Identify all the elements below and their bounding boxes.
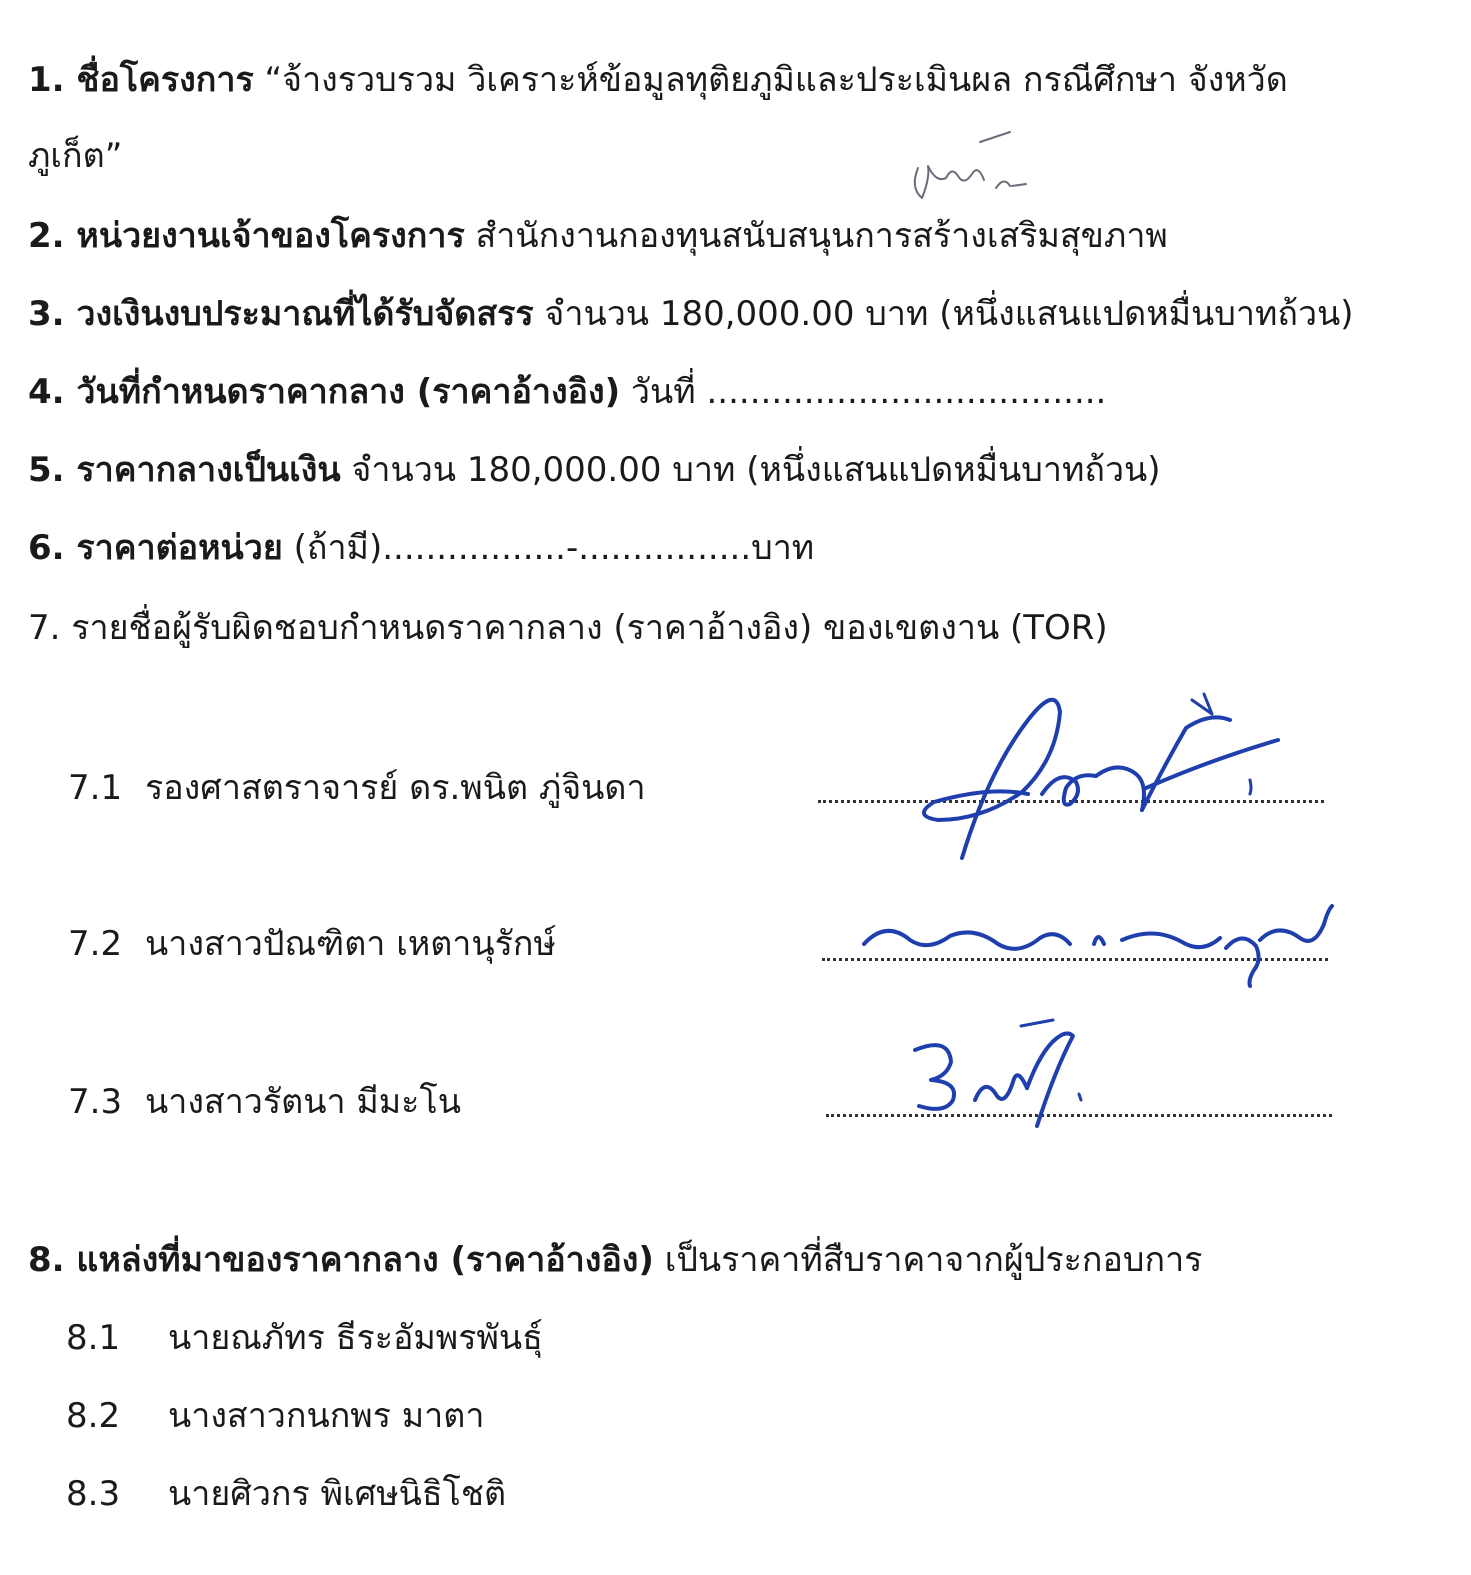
section-7-label: 7. รายชื่อผู้รับผิดชอบกำหนดราคากลาง (ราคาอ้างอิง) ของเขตงาน (TOR)	[28, 608, 1108, 648]
item-8-1-name: นายณภัทร ธีระอัมพรพันธุ์	[168, 1318, 543, 1358]
item-8-2-number: 8.2	[66, 1396, 121, 1436]
signature-7-2	[858, 900, 1338, 995]
item-8-3-number: 8.3	[66, 1474, 121, 1514]
section-8-text: เป็นราคาที่สืบราคาจากผู้ประกอบการ	[653, 1240, 1203, 1280]
section-2-text: สำนักงานกองทุนสนับสนุนการสร้างเสริมสุขภาพ	[464, 216, 1168, 256]
section-2-label: 2. หน่วยงานเจ้าของโครงการ	[28, 216, 465, 256]
section-6-label: 6. ราคาต่อหน่วย	[28, 528, 283, 568]
item-8-2-name: นางสาวกนกพร มาตา	[168, 1396, 485, 1436]
section-5-text: จำนวน 180,000.00 บาท (หนึ่งแสนแปดหมื่นบาทถ้วน)	[340, 450, 1161, 490]
item-7-3-number: 7.3	[68, 1082, 123, 1122]
section-8-label: 8. แหล่งที่มาของราคากลาง (ราคาอ้างอิง)	[28, 1240, 654, 1280]
section-3-text: จำนวน 180,000.00 บาท (หนึ่งแสนแปดหมื่นบาทถ้วน)	[533, 294, 1354, 334]
item-7-2-name: นางสาวปัณฑิตา เหตานุรักษ์	[145, 924, 556, 964]
section-1-line	[28, 58, 1288, 102]
signature-7-1	[910, 690, 1290, 865]
section-6-text: (ถ้ามี).................-................บาท	[282, 528, 815, 568]
section-5-label: 5. ราคากลางเป็นเงิน	[28, 450, 341, 490]
section-4-line	[28, 370, 1106, 414]
section-3-line	[28, 292, 1354, 336]
item-7-3-name: นางสาวรัตนา มีมะโน	[145, 1082, 461, 1122]
item-7-2-number: 7.2	[68, 924, 123, 964]
item-8-3-name: นายศิวกร พิเศษนิธิโชติ	[168, 1474, 507, 1514]
section-3-label: 3. วงเงินงบประมาณที่ได้รับจัดสรร	[28, 294, 534, 334]
section-5-line	[28, 448, 1161, 492]
signature-7-3	[905, 1010, 1095, 1135]
section-2-line	[28, 214, 1168, 258]
section-8-line	[28, 1238, 1202, 1282]
initial-mark	[900, 128, 1040, 208]
section-6-line	[28, 526, 814, 570]
section-1-continuation: ภูเก็ต”	[28, 136, 123, 176]
item-7-1-name: รองศาสตราจารย์ ดร.พนิต ภู่จินดา	[145, 768, 646, 808]
section-7-line	[28, 606, 1108, 650]
item-7-1-number: 7.1	[68, 768, 123, 808]
section-1-label: 1. ชื่อโครงการ	[28, 60, 254, 100]
section-4-label: 4. วันที่กำหนดราคากลาง (ราคาอ้างอิง)	[28, 372, 621, 412]
section-1-text: “จ้างรวบรวม วิเคราะห์ข้อมูลทุติยภูมิและประเมินผล กรณีศึกษา จังหวัด	[253, 60, 1288, 100]
item-8-1-number: 8.1	[66, 1318, 121, 1358]
section-4-text: วันที่ .....................................	[620, 372, 1107, 412]
